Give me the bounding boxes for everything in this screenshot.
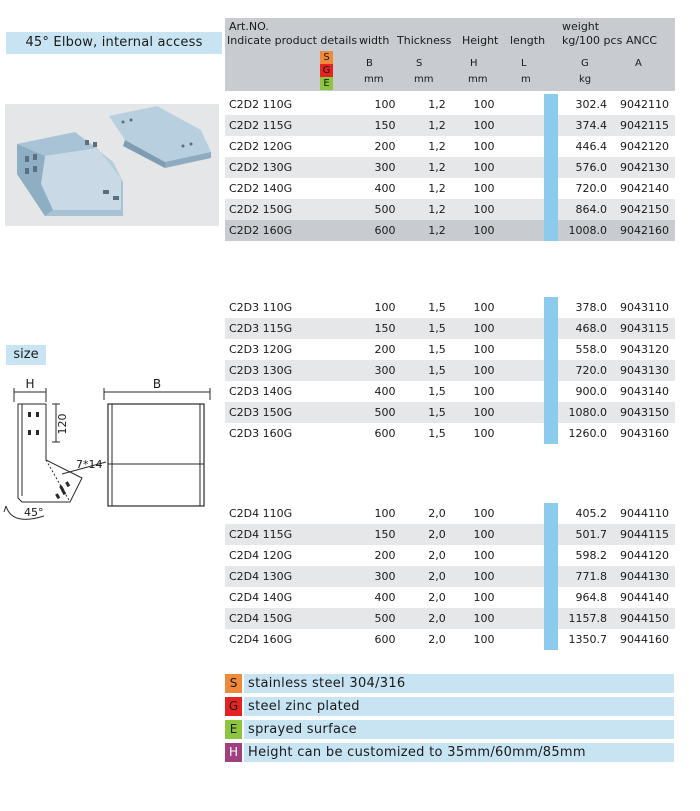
- weight-cell: 405.2: [575, 507, 607, 520]
- thickness-cell: 1,2: [428, 182, 446, 195]
- ancc-cell: 9043150: [620, 406, 669, 419]
- weight-cell: 1260.0: [568, 427, 607, 440]
- height-cell: 100: [473, 528, 495, 541]
- table-row: [225, 545, 675, 566]
- weight-cell: 864.0: [575, 203, 607, 216]
- table-row: [225, 94, 675, 115]
- height-cell: 100: [473, 570, 495, 583]
- width-cell: 200: [374, 549, 396, 562]
- drawing-slot-label: 7*14: [76, 458, 103, 471]
- art-no-cell: C2D2 150G: [229, 203, 293, 216]
- art-no-cell: C2D3 140G: [229, 385, 293, 398]
- legend-zinc: [225, 697, 675, 716]
- thickness-cell: 1,5: [428, 406, 446, 419]
- ancc-cell: 9042110: [620, 98, 669, 111]
- header-unit-h: mm: [468, 74, 488, 85]
- height-cell: 100: [473, 549, 495, 562]
- width-cell: 600: [374, 633, 396, 646]
- legend-key-s: S: [225, 674, 242, 693]
- table-row: [225, 339, 675, 360]
- header-unit-g: kg: [579, 74, 592, 85]
- product-title: 45° Elbow, internal access: [6, 32, 222, 54]
- thickness-cell: 2,0: [428, 528, 446, 541]
- drawing-b-label: B: [152, 378, 162, 391]
- technical-drawing: [0, 378, 215, 528]
- header-width: width: [359, 34, 390, 47]
- thickness-cell: 1,2: [428, 119, 446, 132]
- header-sym-b: B: [366, 58, 373, 69]
- table-row: [225, 381, 675, 402]
- header-sym-g: G: [581, 58, 589, 69]
- height-cell: 100: [473, 612, 495, 625]
- height-cell: 100: [473, 301, 495, 314]
- ancc-cell: 9043130: [620, 364, 669, 377]
- height-cell: 100: [473, 140, 495, 153]
- ancc-cell: 9044110: [620, 507, 669, 520]
- height-cell: 100: [473, 203, 495, 216]
- material-stripe: [544, 503, 558, 650]
- header-unit-s: mm: [414, 74, 434, 85]
- width-cell: 600: [374, 224, 396, 237]
- material-stripe: [544, 297, 558, 444]
- legend-text-height: Height can be customized to 35mm/60mm/85mm: [244, 743, 674, 762]
- height-cell: 100: [473, 119, 495, 132]
- height-cell: 100: [473, 385, 495, 398]
- ancc-cell: 9044115: [620, 528, 669, 541]
- height-cell: 100: [473, 161, 495, 174]
- size-label: size: [6, 345, 46, 365]
- drawing-h-label: H: [25, 378, 35, 391]
- table-row: [225, 157, 675, 178]
- width-cell: 400: [374, 385, 396, 398]
- weight-cell: 374.4: [575, 119, 607, 132]
- header-length: length: [510, 34, 546, 47]
- weight-cell: 501.7: [575, 528, 607, 541]
- header-sym-s: S: [416, 58, 423, 69]
- art-no-cell: C2D2 115G: [229, 119, 293, 132]
- header-height: Height: [462, 34, 499, 47]
- thickness-cell: 1,5: [428, 301, 446, 314]
- art-no-cell: C2D3 130G: [229, 364, 293, 377]
- weight-cell: 302.4: [575, 98, 607, 111]
- height-cell: 100: [473, 182, 495, 195]
- art-no-cell: C2D2 130G: [229, 161, 293, 174]
- material-g-badge: G: [320, 64, 333, 77]
- art-no-cell: C2D3 120G: [229, 343, 293, 356]
- weight-cell: 964.8: [575, 591, 607, 604]
- header-art-no: Art.NO.: [229, 20, 269, 33]
- width-cell: 150: [374, 528, 396, 541]
- thickness-cell: 1,5: [428, 322, 446, 335]
- header-ancc: ANCC: [626, 34, 658, 47]
- art-no-cell: C2D4 110G: [229, 507, 293, 520]
- weight-cell: 771.8: [575, 570, 607, 583]
- ancc-cell: 9043110: [620, 301, 669, 314]
- thickness-cell: 2,0: [428, 570, 446, 583]
- width-cell: 200: [374, 140, 396, 153]
- product-photo: [5, 104, 219, 226]
- art-no-cell: C2D4 115G: [229, 528, 293, 541]
- thickness-cell: 1,5: [428, 427, 446, 440]
- ancc-cell: 9044120: [620, 549, 669, 562]
- art-no-cell: C2D4 130G: [229, 570, 293, 583]
- art-no-cell: C2D4 120G: [229, 549, 293, 562]
- drawing-120-label: 120: [56, 413, 69, 435]
- thickness-cell: 2,0: [428, 507, 446, 520]
- height-cell: 100: [473, 224, 495, 237]
- header-unit-l: m: [521, 74, 531, 85]
- height-cell: 100: [473, 633, 495, 646]
- header-sym-h: H: [470, 58, 478, 69]
- ancc-cell: 9044140: [620, 591, 669, 604]
- header-sym-a: A: [635, 58, 642, 69]
- product-table-c2d2: [225, 94, 675, 241]
- weight-cell: 378.0: [575, 301, 607, 314]
- product-table-c2d3: [225, 297, 675, 444]
- weight-cell: 720.0: [575, 182, 607, 195]
- weight-cell: 468.0: [575, 322, 607, 335]
- ancc-cell: 9042140: [620, 182, 669, 195]
- width-cell: 150: [374, 322, 396, 335]
- ancc-cell: 9042150: [620, 203, 669, 216]
- thickness-cell: 1,2: [428, 98, 446, 111]
- table-row: [225, 297, 675, 318]
- table-row: [225, 524, 675, 545]
- width-cell: 300: [374, 364, 396, 377]
- width-cell: 500: [374, 203, 396, 216]
- thickness-cell: 1,5: [428, 385, 446, 398]
- width-cell: 100: [374, 98, 396, 111]
- height-cell: 100: [473, 406, 495, 419]
- thickness-cell: 2,0: [428, 549, 446, 562]
- width-cell: 500: [374, 406, 396, 419]
- thickness-cell: 1,2: [428, 161, 446, 174]
- thickness-cell: 1,5: [428, 364, 446, 377]
- table-row: [225, 608, 675, 629]
- weight-cell: 1157.8: [568, 612, 607, 625]
- header-details: Indicate product details: [227, 34, 358, 47]
- material-stripe: [544, 94, 558, 241]
- width-cell: 300: [374, 161, 396, 174]
- weight-cell: 720.0: [575, 364, 607, 377]
- ancc-cell: 9042160: [620, 224, 669, 237]
- header-unit-b: mm: [364, 74, 384, 85]
- legend-key-e: E: [225, 720, 242, 739]
- weight-cell: 1008.0: [568, 224, 607, 237]
- width-cell: 400: [374, 591, 396, 604]
- height-cell: 100: [473, 98, 495, 111]
- ancc-cell: 9044130: [620, 570, 669, 583]
- height-cell: 100: [473, 364, 495, 377]
- legend-stainless: [225, 674, 675, 693]
- ancc-cell: 9043140: [620, 385, 669, 398]
- weight-cell: 1350.7: [568, 633, 607, 646]
- ancc-cell: 9043115: [620, 322, 669, 335]
- art-no-cell: C2D3 150G: [229, 406, 293, 419]
- art-no-cell: C2D2 110G: [229, 98, 293, 111]
- header-thickness: Thickness: [397, 34, 452, 47]
- width-cell: 150: [374, 119, 396, 132]
- height-cell: 100: [473, 343, 495, 356]
- ancc-cell: 9044150: [620, 612, 669, 625]
- table-row: [225, 423, 675, 444]
- ancc-cell: 9043120: [620, 343, 669, 356]
- table-row: [225, 199, 675, 220]
- height-cell: 100: [473, 427, 495, 440]
- art-no-cell: C2D2 160G: [229, 224, 293, 237]
- ancc-cell: 9042120: [620, 140, 669, 153]
- table-row: [225, 503, 675, 524]
- thickness-cell: 1,2: [428, 224, 446, 237]
- width-cell: 300: [374, 570, 396, 583]
- height-cell: 100: [473, 507, 495, 520]
- art-no-cell: C2D2 120G: [229, 140, 293, 153]
- art-no-cell: C2D4 140G: [229, 591, 293, 604]
- width-cell: 600: [374, 427, 396, 440]
- legend-sprayed: [225, 720, 675, 739]
- art-no-cell: C2D4 160G: [229, 633, 293, 646]
- thickness-cell: 1,5: [428, 343, 446, 356]
- header-weight: weight: [562, 20, 600, 33]
- thickness-cell: 1,2: [428, 140, 446, 153]
- table-row: [225, 566, 675, 587]
- material-e-badge: E: [320, 77, 333, 90]
- height-cell: 100: [473, 591, 495, 604]
- legend-key-h: H: [225, 743, 242, 762]
- weight-cell: 576.0: [575, 161, 607, 174]
- art-no-cell: C2D4 150G: [229, 612, 293, 625]
- material-s-badge: S: [320, 51, 333, 64]
- width-cell: 500: [374, 612, 396, 625]
- art-no-cell: C2D3 160G: [229, 427, 293, 440]
- art-no-cell: C2D2 140G: [229, 182, 293, 195]
- thickness-cell: 1,2: [428, 203, 446, 216]
- header-weight-unit: kg/100 pcs: [562, 34, 623, 47]
- table-row: [225, 136, 675, 157]
- legend-key-g: G: [225, 697, 242, 716]
- table-row: [225, 318, 675, 339]
- drawing-angle-label: 45°: [24, 506, 44, 519]
- table-row: [225, 220, 675, 241]
- weight-cell: 1080.0: [568, 406, 607, 419]
- legend-text-sprayed: sprayed surface: [244, 720, 674, 739]
- height-cell: 100: [473, 322, 495, 335]
- ancc-cell: 9042130: [620, 161, 669, 174]
- width-cell: 200: [374, 343, 396, 356]
- width-cell: 400: [374, 182, 396, 195]
- table-row: [225, 115, 675, 136]
- table-row: [225, 402, 675, 423]
- table-row: [225, 629, 675, 650]
- table-row: [225, 178, 675, 199]
- legend-height: [225, 743, 675, 762]
- ancc-cell: 9042115: [620, 119, 669, 132]
- header-sym-l: L: [521, 58, 527, 69]
- width-cell: 100: [374, 507, 396, 520]
- thickness-cell: 2,0: [428, 591, 446, 604]
- weight-cell: 598.2: [575, 549, 607, 562]
- table-row: [225, 587, 675, 608]
- legend-text-zinc: steel zinc plated: [244, 697, 674, 716]
- table-header: [225, 18, 675, 91]
- ancc-cell: 9043160: [620, 427, 669, 440]
- weight-cell: 900.0: [575, 385, 607, 398]
- ancc-cell: 9044160: [620, 633, 669, 646]
- weight-cell: 558.0: [575, 343, 607, 356]
- weight-cell: 446.4: [575, 140, 607, 153]
- thickness-cell: 2,0: [428, 612, 446, 625]
- table-row: [225, 360, 675, 381]
- product-table-c2d4: [225, 503, 675, 650]
- thickness-cell: 2,0: [428, 633, 446, 646]
- art-no-cell: C2D3 115G: [229, 322, 293, 335]
- width-cell: 100: [374, 301, 396, 314]
- legend-text-stainless: stainless steel 304/316: [244, 674, 674, 693]
- art-no-cell: C2D3 110G: [229, 301, 293, 314]
